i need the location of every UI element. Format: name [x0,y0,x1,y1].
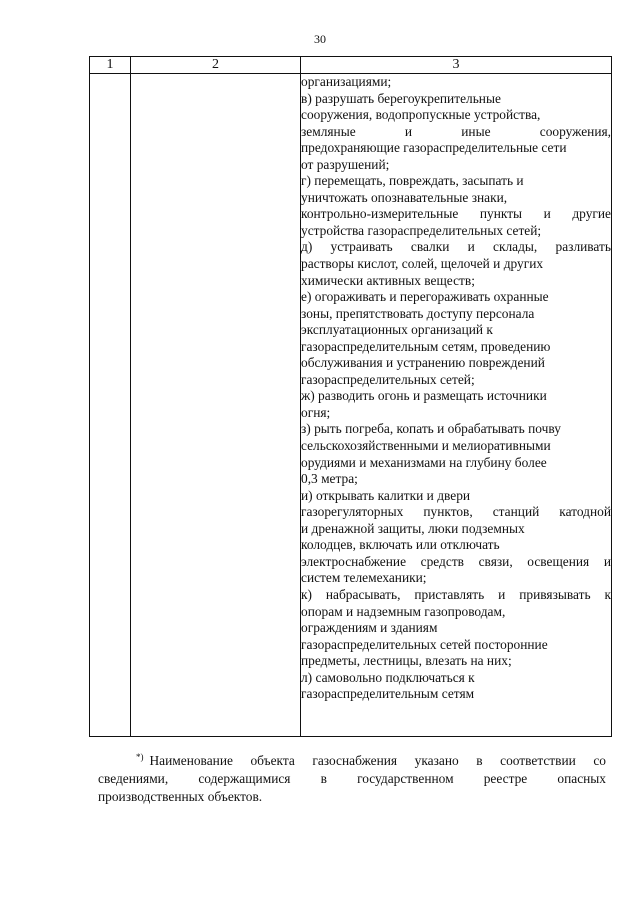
text-line: газораспределительным сетям [301,686,475,702]
text-line: уничтожать опознавательные знаки, [301,189,508,205]
column-header-1: 1 [90,57,131,74]
column-header-3: 3 [301,57,612,74]
text-line: предметы, лестницы, влезать на них; [301,653,512,669]
text-line: организациями; [301,74,392,89]
column-3-text [301,74,611,703]
text-line: систем телемеханики; [301,570,427,586]
text-line: зоны, препятствовать доступу персонала [301,305,535,321]
column-header-2: 2 [131,57,301,74]
table-header-row [90,57,612,74]
text-line: и) открывать калитки и двери [301,487,471,503]
text-line: опорам и надземным газопроводам, [301,603,506,619]
footnote-text-1: Наименование объекта газоснабжения указано в соответствии со [149,753,606,768]
main-table [89,56,612,737]
text-line: з) рыть погреба, копать и обрабатывать почву [301,421,561,437]
text-line: сельскохозяйственными и мелиоративными [301,438,551,454]
footnote [98,748,606,806]
text-line: огня; [301,404,331,420]
text-line: химически активных веществ; [301,272,475,288]
text-line: земляные и иные сооружения, [301,123,611,139]
text-line: газорегуляторных пунктов, станций катодной [301,504,611,520]
text-line: в) разрушать берегоукрепительные [301,90,501,106]
text-line: ж) разводить огонь и размещать источники [301,388,547,404]
text-line: растворы кислот, солей, щелочей и других [301,256,544,272]
text-line: предохраняющие газораспределительные сети [301,140,567,156]
text-line: г) перемещать, повреждать, засыпать и [301,173,524,189]
text-line: л) самовольно подключаться к [301,669,475,685]
column-3-cell [301,74,612,737]
text-line: ограждениям и зданиям [301,620,438,636]
text-line: 0,3 метра; [301,471,358,487]
page-number: 30 [314,32,326,46]
text-line: газораспределительных сетей; [301,371,475,387]
footnote-line-1 [98,748,606,770]
table-row [90,74,612,737]
text-line: эксплуатационных организаций к [301,322,493,338]
text-line: газораспределительным сетям, проведению [301,338,551,354]
text-line: е) огораживать и перегораживать охранные [301,289,549,305]
footnote-line-2: сведениями, содержащимися в государственном реестре опасных [98,771,606,786]
text-line: орудиями и механизмами на глубину более [301,454,547,470]
text-line: электроснабжение средств связи, освещения и [301,553,611,569]
text-line: устройства газораспределительных сетей; [301,222,542,238]
column-2-cell [131,74,301,737]
text-line: сооружения, водопропускные устройства, [301,107,541,123]
text-line: контрольно-измерительные пункты и другие [301,206,611,222]
column-1-cell [90,74,131,737]
text-line: и дренажной защиты, люки подземных [301,520,525,536]
text-line: д) устраивать свалки и склады, разливать [301,239,611,255]
text-line: от разрушений; [301,156,390,172]
footnote-marker: *) [136,752,144,762]
footnote-line-3: производственных объектов. [98,789,263,804]
text-line: газораспределительных сетей посторонние [301,636,548,652]
text-line: к) набрасывать, приставлять и привязывать к [301,586,611,602]
text-line: обслуживания и устранению повреждений [301,355,545,371]
text-line: колодцев, включать или отключать [301,537,500,553]
